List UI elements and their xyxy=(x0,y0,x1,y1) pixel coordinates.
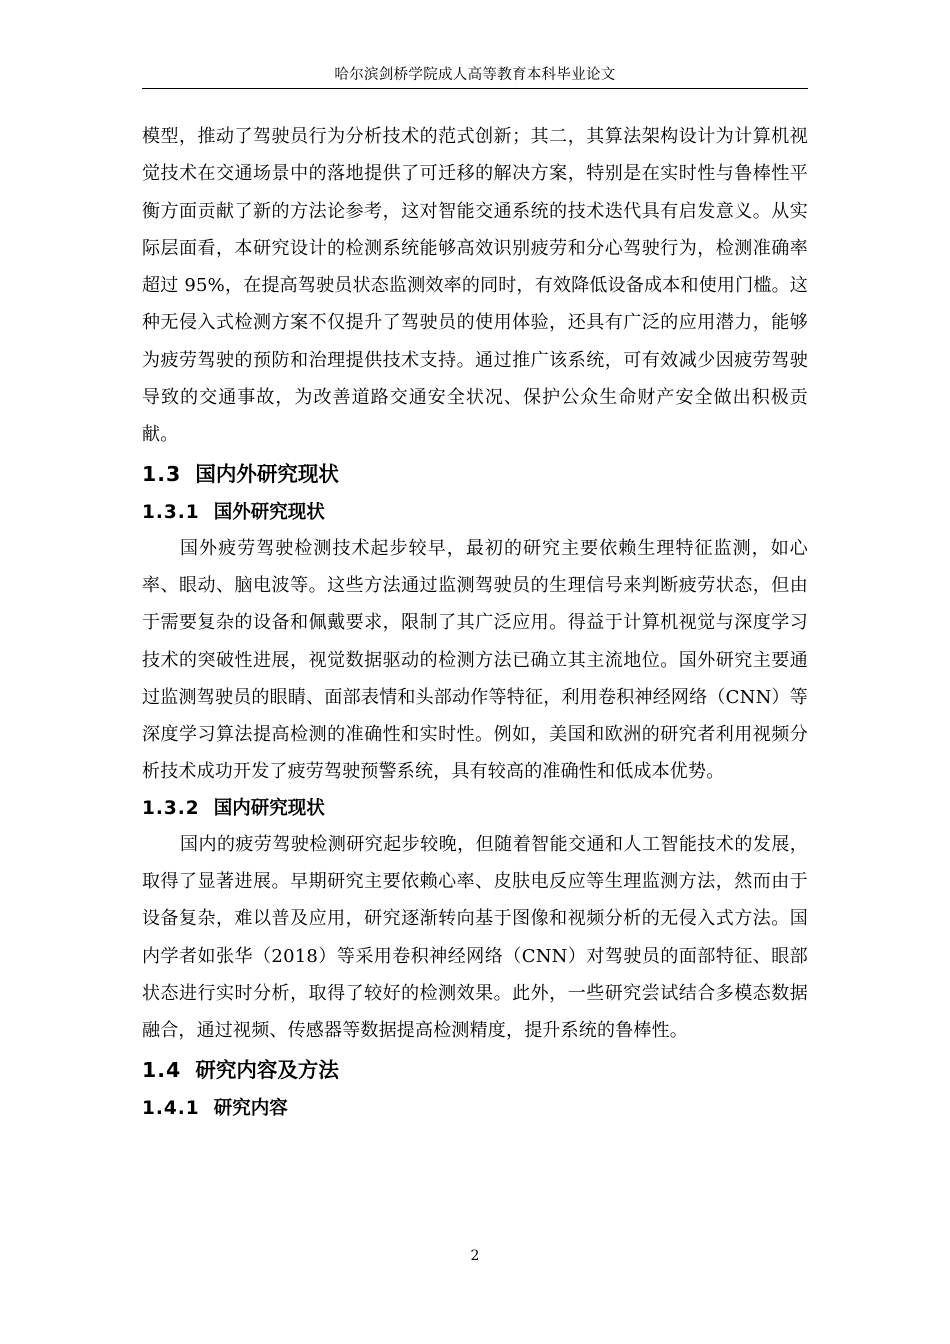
section-title: 研究内容 xyxy=(213,1097,288,1119)
foreign-research-paragraph: 国外疲劳驾驶检测技术起步较早，最初的研究主要依赖生理特征监测，如心率、眼动、脑电波等。这些方法通过监测驾驶员的生理信号来判断疲劳状态，但由于需要复杂的设备和佩戴要求，限制了其广泛应用。得益于计算机视觉与深度学习技术的突破性进展，视觉数据驱动的检测方法已确立其主流地位。国外研究主要通过监测驾驶员的眼睛、面部表情和头部动作等特征，利用卷积神经网络（CNN）等深度学习算法提高检测的准确性和实时性。例如，美国和欧洲的研究者利用视频分析技术成功开发了疲劳驾驶预警系统，具有较高的准确性和低成本优势。 xyxy=(142,537,808,783)
section-title: 国内研究现状 xyxy=(213,797,325,819)
intro-paragraph: 模型，推动了驾驶员行为分析技术的范式创新；其二，其算法架构设计为计算机视觉技术在交通场景中的落地提供了可迁移的解决方案，特别是在实时性与鲁棒性平衡方面贡献了新的方法论参考，这对智能交通系统的技术迭代具有启发意义。从实际层面看，本研究设计的检测系统能够高效识别疲劳和分心驾驶行为，检测准确率超过 95%，在提高驾驶员状态监测效率的同时，有效降低设备成本和使用门槛。这种无侵入式检测方案不仅提升了驾驶员的使用体验，还具有广泛的应用潜力，能够为疲劳驾驶的预防和治理提供技术支持。通过推广该系统，可有效减少因疲劳驾驶导致的交通事故，为改善道路交通安全状况、保护公众生命财产安全做出积极贡献。 xyxy=(142,126,808,446)
page-number: 2 xyxy=(470,1248,480,1264)
section-number: 1.3.1 xyxy=(142,501,200,523)
section-number: 1.3.2 xyxy=(142,797,200,819)
section-number: 1.4.1 xyxy=(142,1097,200,1119)
section-heading-1-3-1 xyxy=(142,495,808,530)
section-title: 研究内容及方法 xyxy=(195,1057,339,1082)
domestic-research-paragraph: 国内的疲劳驾驶检测研究起步较晚，但随着智能交通和人工智能技术的发展，取得了显著进展。早期研究主要依赖心率、皮肤电反应等生理监测方法，然而由于设备复杂，难以普及应用，研究逐渐转向基于图像和视频分析的无侵入式方法。国内学者如张华（2018）等采用卷积神经网络（CNN）对驾驶员的面部特征、眼部状态进行实时分析，取得了较好的检测效果。此外，一些研究尝试结合多模态数据融合，通过视频、传感器等数据提高检测精度，提升系统的鲁棒性。 xyxy=(142,833,808,1042)
page-content xyxy=(142,118,808,1126)
page-header-title: 哈尔滨剑桥学院成人高等教育本科毕业论文 xyxy=(334,67,616,83)
section-heading-1-4 xyxy=(142,1050,808,1091)
section-heading-1-3-2 xyxy=(142,791,808,826)
section-number: 1.3 xyxy=(142,461,182,486)
header-divider xyxy=(142,88,808,89)
section-title: 国内外研究现状 xyxy=(195,461,339,486)
section-title: 国外研究现状 xyxy=(213,501,325,523)
section-heading-1-4-1 xyxy=(142,1091,808,1126)
section-heading-1-3 xyxy=(142,454,808,495)
section-number: 1.4 xyxy=(142,1057,182,1082)
